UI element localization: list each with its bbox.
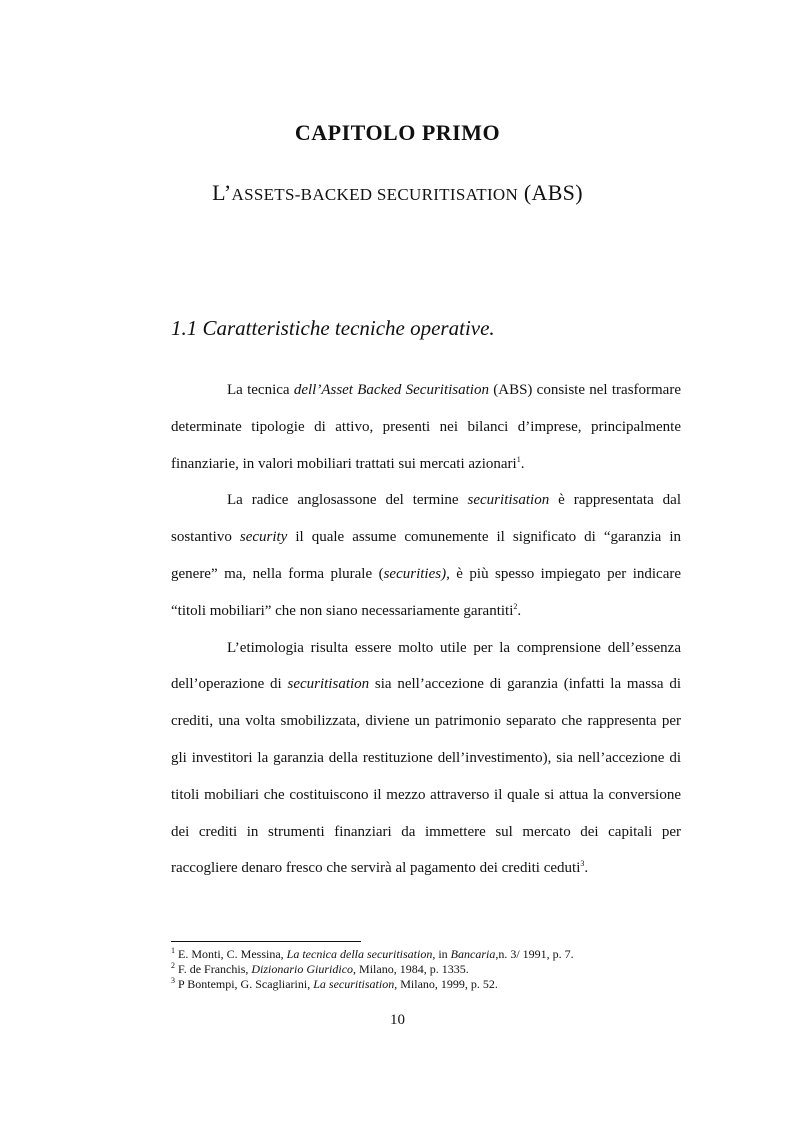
footnote-title: Bancaria xyxy=(450,947,496,961)
footnote-ref-1[interactable]: 1 xyxy=(516,454,521,464)
paragraph-2 xyxy=(171,482,681,629)
paragraph-3-text: L’etimologia risulta essere molto utile per la comprensione dell’essenza dell’operazione di xyxy=(171,639,681,693)
section-heading: 1.1 Caratteristiche tecniche operative. xyxy=(171,316,495,340)
footnote-text: P Bontempi, G. Scagliarini, xyxy=(175,977,314,991)
footnote-title: La tecnica della securitisation xyxy=(286,947,433,961)
paragraph-2-text: il quale assume comunemente il significato di “garanzia in genere” ma, nella forma plurale ( xyxy=(171,529,681,582)
chapter-title: CAPITOLO PRIMO xyxy=(294,120,501,145)
paragraph-3-italic: securitisation xyxy=(287,676,370,693)
footnote-title: La securitisation xyxy=(313,977,395,991)
paragraph-2-text: è rappresentata dal sostantivo xyxy=(171,492,682,546)
chapter-subtitle-prefix: L’ xyxy=(212,180,232,205)
chapter-subtitle xyxy=(0,180,795,206)
footnote-text: , Milano, 1984, p. 1335. xyxy=(353,962,469,976)
footnote-title: Dizionario Giuridico xyxy=(251,962,354,976)
footnotes xyxy=(171,947,681,992)
footnote-number: 1 xyxy=(171,946,175,955)
footnote-1 xyxy=(171,947,681,962)
paragraph-1-text: (ABS) consiste nel trasformare determinate tipologie di attivo, presenti nei bilanci d’imprese, principalmente finanziarie, in valori mobiliari trattati sui mercati azionari xyxy=(171,382,681,472)
footnote-text: E. Monti, C. Messina, xyxy=(175,947,287,961)
footnote-text: F. de Franchis, xyxy=(175,962,252,976)
footnote-ref-2[interactable]: 2 xyxy=(513,601,518,611)
paragraph-1-text: . xyxy=(520,455,525,472)
paragraph-3-text: sia nell’accezione di garanzia (infatti la massa di crediti, una volta smobilizzata, diviene un patrimonio separato che rappresenta per gli investitori la garanzia della restituzione dell’investimento), sia nell’accezione di titoli mobiliari che costituiscono il mezzo attraverso il quale si attua la conversione dei crediti in strumenti finanziari da immettere sul mercato dei capitali per raccogliere denaro fresco che servirà al pagamento dei crediti ceduti xyxy=(171,676,681,877)
footnote-text: , in xyxy=(432,947,451,961)
paragraph-3-text: . xyxy=(584,860,589,877)
chapter-subtitle-suffix: (ABS) xyxy=(518,180,583,205)
paragraph-1-italic: dell’Asset Backed Securitisation xyxy=(293,382,489,398)
footnote-text: , Milano, 1999, p. 52. xyxy=(394,977,498,991)
paragraph-2-italic: securities), xyxy=(383,565,450,582)
footnote-text: ,n. 3/ 1991, p. 7. xyxy=(495,947,574,961)
footnote-number: 2 xyxy=(171,961,175,970)
footnote-number: 3 xyxy=(171,976,175,985)
page-number: 10 xyxy=(390,1012,405,1028)
footnote-2 xyxy=(171,962,681,977)
paragraph-1-text: La tecnica xyxy=(227,382,294,398)
paragraph-2-italic: security xyxy=(239,529,288,546)
paragraph-2-text: è più spesso impiegato per indicare “titoli mobiliari” che non siano necessariamente garantiti xyxy=(171,565,682,619)
paragraph-1 xyxy=(171,372,681,482)
paragraph-2-text: La radice anglosassone del termine xyxy=(227,492,468,509)
footnote-divider xyxy=(171,941,361,942)
chapter-subtitle-smallcaps: ASSETS-BACKED SECURITISATION xyxy=(231,185,519,204)
paragraph-3 xyxy=(171,630,681,888)
footnote-ref-3[interactable]: 3 xyxy=(580,859,585,869)
paragraph-2-italic: securitisation xyxy=(467,492,550,509)
body-text xyxy=(171,372,681,887)
paragraph-2-text: . xyxy=(517,602,522,619)
footnote-3 xyxy=(171,977,681,992)
